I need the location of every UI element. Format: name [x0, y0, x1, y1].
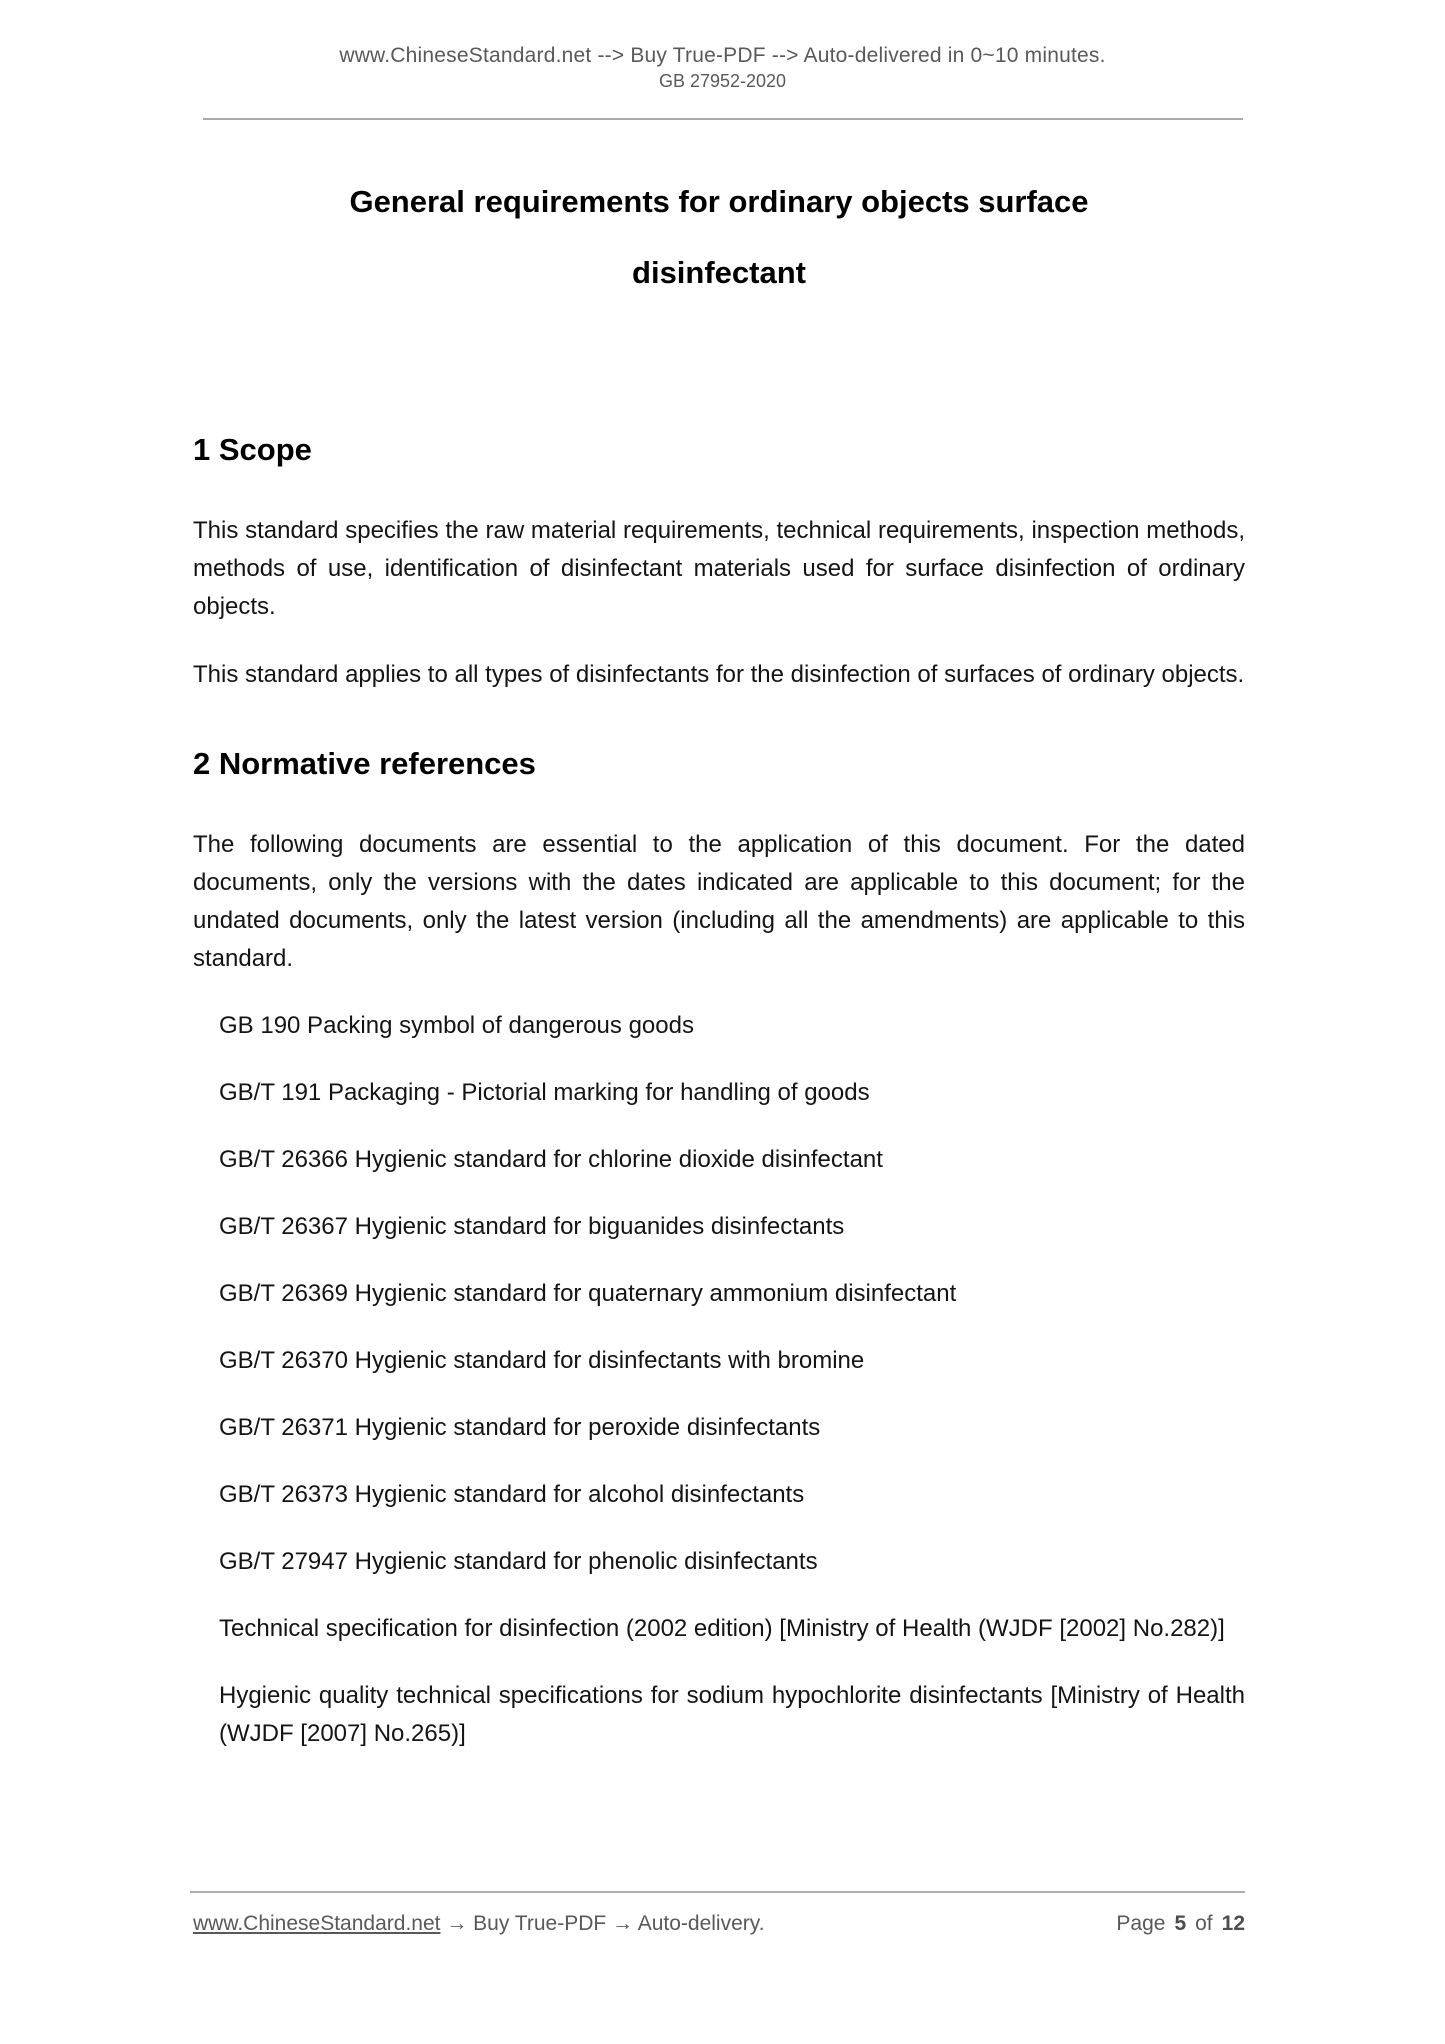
normative-intro-paragraph: The following documents are essential to the application of this document. For the dated documents, only the versions with the dates indicated are applicable to this document; for the undated documents, only the latest version (including all the amendments) are applicable to this standard.: [193, 831, 1245, 972]
header-divider: [203, 118, 1243, 120]
page-header: [0, 0, 1445, 92]
reference-item: GB/T 191 Packaging - Pictorial marking for handling of goods: [219, 1079, 870, 1106]
reference-item: GB/T 26373 Hygienic standard for alcohol disinfectants: [219, 1481, 805, 1508]
standard-code: GB 27952-2020: [658, 71, 787, 91]
document-title-line1: General requirements for ordinary objects surface: [349, 184, 1089, 219]
footer-site-link[interactable]: www.ChineseStandard.net: [193, 1912, 441, 1935]
reference-item: GB/T 26367 Hygienic standard for biguanides disinfectants: [219, 1213, 845, 1240]
section-heading-scope: 1 Scope: [193, 432, 312, 467]
reference-item: GB/T 26366 Hygienic standard for chlorine dioxide disinfectant: [219, 1146, 883, 1173]
of-label: of: [1195, 1912, 1213, 1935]
page-footer: [193, 1912, 1245, 1936]
total-pages: 12: [1221, 1912, 1245, 1935]
reference-item: GB/T 26371 Hygienic standard for peroxide disinfectants: [219, 1414, 821, 1441]
document-title-line2: disinfectant: [632, 255, 806, 290]
reference-item: GB/T 26370 Hygienic standard for disinfectants with bromine: [219, 1347, 865, 1374]
section-heading-normative-references: 2 Normative references: [193, 746, 536, 781]
page-number: 5: [1174, 1912, 1187, 1935]
footer-delivery-note: [193, 1912, 765, 1936]
reference-item: Hygienic quality technical specifications for sodium hypochlorite disinfectants [Ministry of Health (WJDF [2007] No.265)]: [219, 1682, 1245, 1747]
document-body: [193, 166, 1245, 1753]
reference-item: GB 190 Packing symbol of dangerous goods: [219, 1012, 694, 1039]
reference-item: GB/T 27947 Hygienic standard for phenolic disinfectants: [219, 1548, 818, 1575]
page-indicator: [1116, 1912, 1245, 1936]
page-label: Page: [1116, 1912, 1166, 1935]
scope-paragraph-2: This standard applies to all types of disinfectants for the disinfection of surfaces of ordinary objects.: [193, 661, 1245, 688]
footer-divider: [190, 1891, 1245, 1893]
footer-tail-text: → Buy True-PDF → Auto-delivery.: [440, 1912, 765, 1935]
references-list: [193, 1007, 1245, 1753]
reference-item: Technical specification for disinfection (2002 edition) [Ministry of Health (WJDF [2002] No.282)]: [219, 1615, 1225, 1642]
document-title: [193, 166, 1245, 308]
scope-paragraph-1: This standard specifies the raw material requirements, technical requirements, inspection methods, methods of use, identification of disinfectant materials used for surface disinfection of ordinary objects.: [193, 517, 1245, 620]
header-banner: www.ChineseStandard.net --> Buy True-PDF --> Auto-delivered in 0~10 minutes.: [339, 44, 1106, 67]
reference-item: GB/T 26369 Hygienic standard for quaternary ammonium disinfectant: [219, 1280, 957, 1307]
